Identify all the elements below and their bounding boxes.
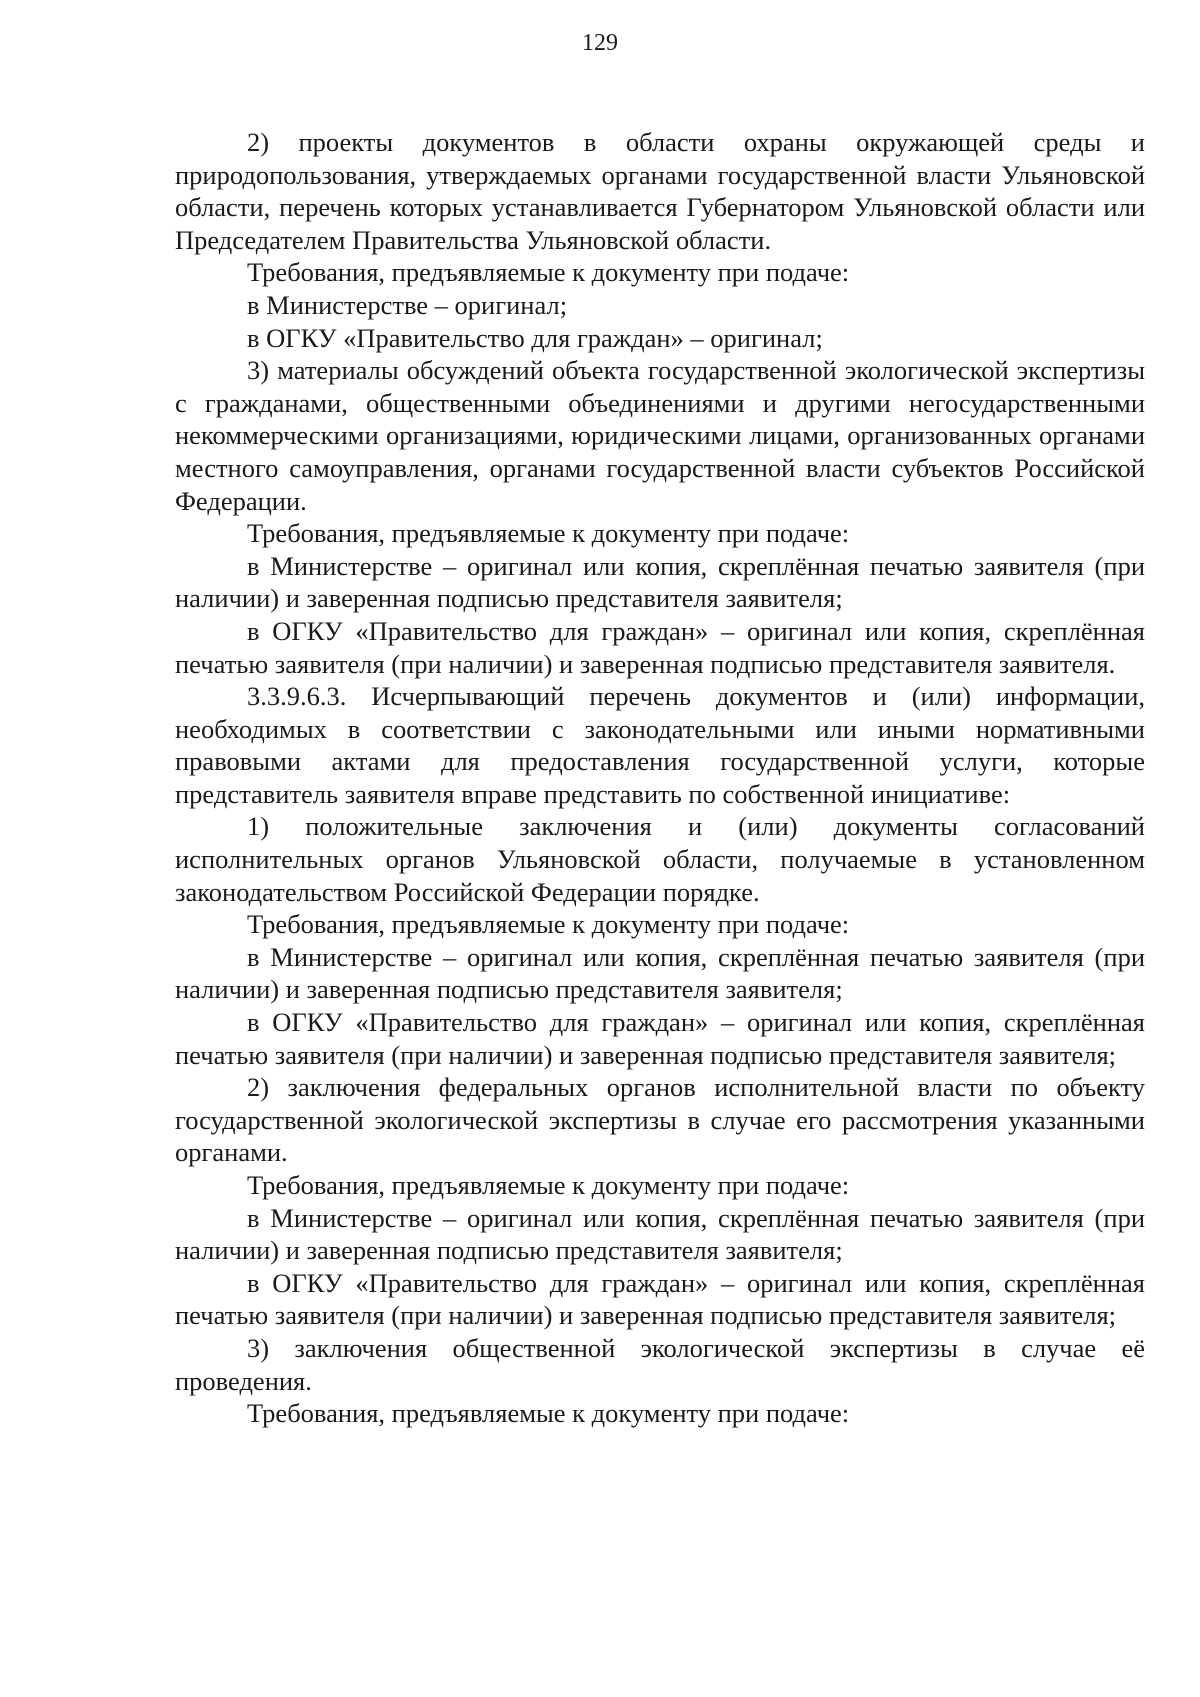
paragraph-ogku-requirement: в ОГКУ «Правительство для граждан» – оригинал или копия, скреплённая печатью заявителя (при наличии) и заверенная подписью представителя заявителя. [175, 615, 1145, 679]
paragraph-requirements: Требования, предъявляемые к документу при подаче: [247, 1398, 850, 1429]
paragraph-item-3-discussions: 3) материалы обсуждений объекта государственной экологической экспертизы с гражданами, общественными объединениями и другими негосударственными некоммерческими организациями, юридическими лицами, организованных органами местного самоуправления, органами государственной власти субъектов Российской Федерации. [175, 355, 1145, 516]
paragraph-item-3-public-expertise: 3) заключения общественной экологической экспертизы в случае её проведения. [175, 1332, 1145, 1396]
paragraph-ministry-requirement: в Министерстве – оригинал или копия, скреплённая печатью заявителя (при наличии) и заверенная подписью представителя заявителя; [175, 550, 1145, 614]
paragraph-ogku-requirement: в ОГКУ «Правительство для граждан» – оригинал; [247, 322, 823, 353]
page-number: 129 [582, 30, 618, 56]
paragraph-item-2-federal-conclusions: 2) заключения федеральных органов исполнительной власти по объекту государственной экологической экспертизы в случае его рассмотрения указанными органами. [175, 1072, 1145, 1168]
paragraph-ogku-requirement: в ОГКУ «Правительство для граждан» – оригинал или копия, скреплённая печатью заявителя (при наличии) и заверенная подписью представителя заявителя; [175, 1007, 1145, 1070]
paragraph-ministry-requirement: в Министерстве – оригинал; [247, 289, 568, 320]
paragraph-ogku-requirement: в ОГКУ «Правительство для граждан» – оригинал или копия, скреплённая печатью заявителя (при наличии) и заверенная подписью представителя заявителя; [175, 1267, 1145, 1331]
paragraph-requirements: Требования, предъявляемые к документу при подаче: [247, 1170, 850, 1200]
paragraph-requirements: Требования, предъявляемые к документу при подаче: [247, 909, 850, 940]
paragraph-section-3-3-9-6-3: 3.3.9.6.3. Исчерпывающий перечень документов и (или) информации, необходимых в соответствии с законодательными или иными нормативными правовыми актами для предоставления государственной услуги, которые представитель заявителя вправе представить по собственной инициативе: [175, 681, 1145, 809]
paragraph-ministry-requirement: в Министерстве – оригинал или копия, скреплённая печатью заявителя (при наличии) и заверенная подписью представителя заявителя; [175, 941, 1145, 1005]
paragraph-item-2-drafts: 2) проекты документов в области охраны окружающей среды и природопользования, утверждаемых органами государственной власти Ульяновской области, перечень которых устанавливается Губернатором Ульяновской области или Председателем Правительства Ульяновской области. [175, 127, 1145, 255]
paragraph-ministry-requirement: в Министерстве – оригинал или копия, скреплённая печатью заявителя (при наличии) и заверенная подписью представителя заявителя; [175, 1202, 1145, 1266]
paragraph-item-1-conclusions: 1) положительные заключения и (или) документы согласований исполнительных органов Ульяновской области, получаемые в установленном законодательством Российской Федерации порядке. [175, 811, 1145, 907]
document-body [175, 126, 1145, 1430]
paragraph-requirements: Требования, предъявляемые к документу при подаче: [247, 518, 850, 549]
paragraph-requirements: Требования, предъявляемые к документу при подаче: [247, 257, 850, 288]
